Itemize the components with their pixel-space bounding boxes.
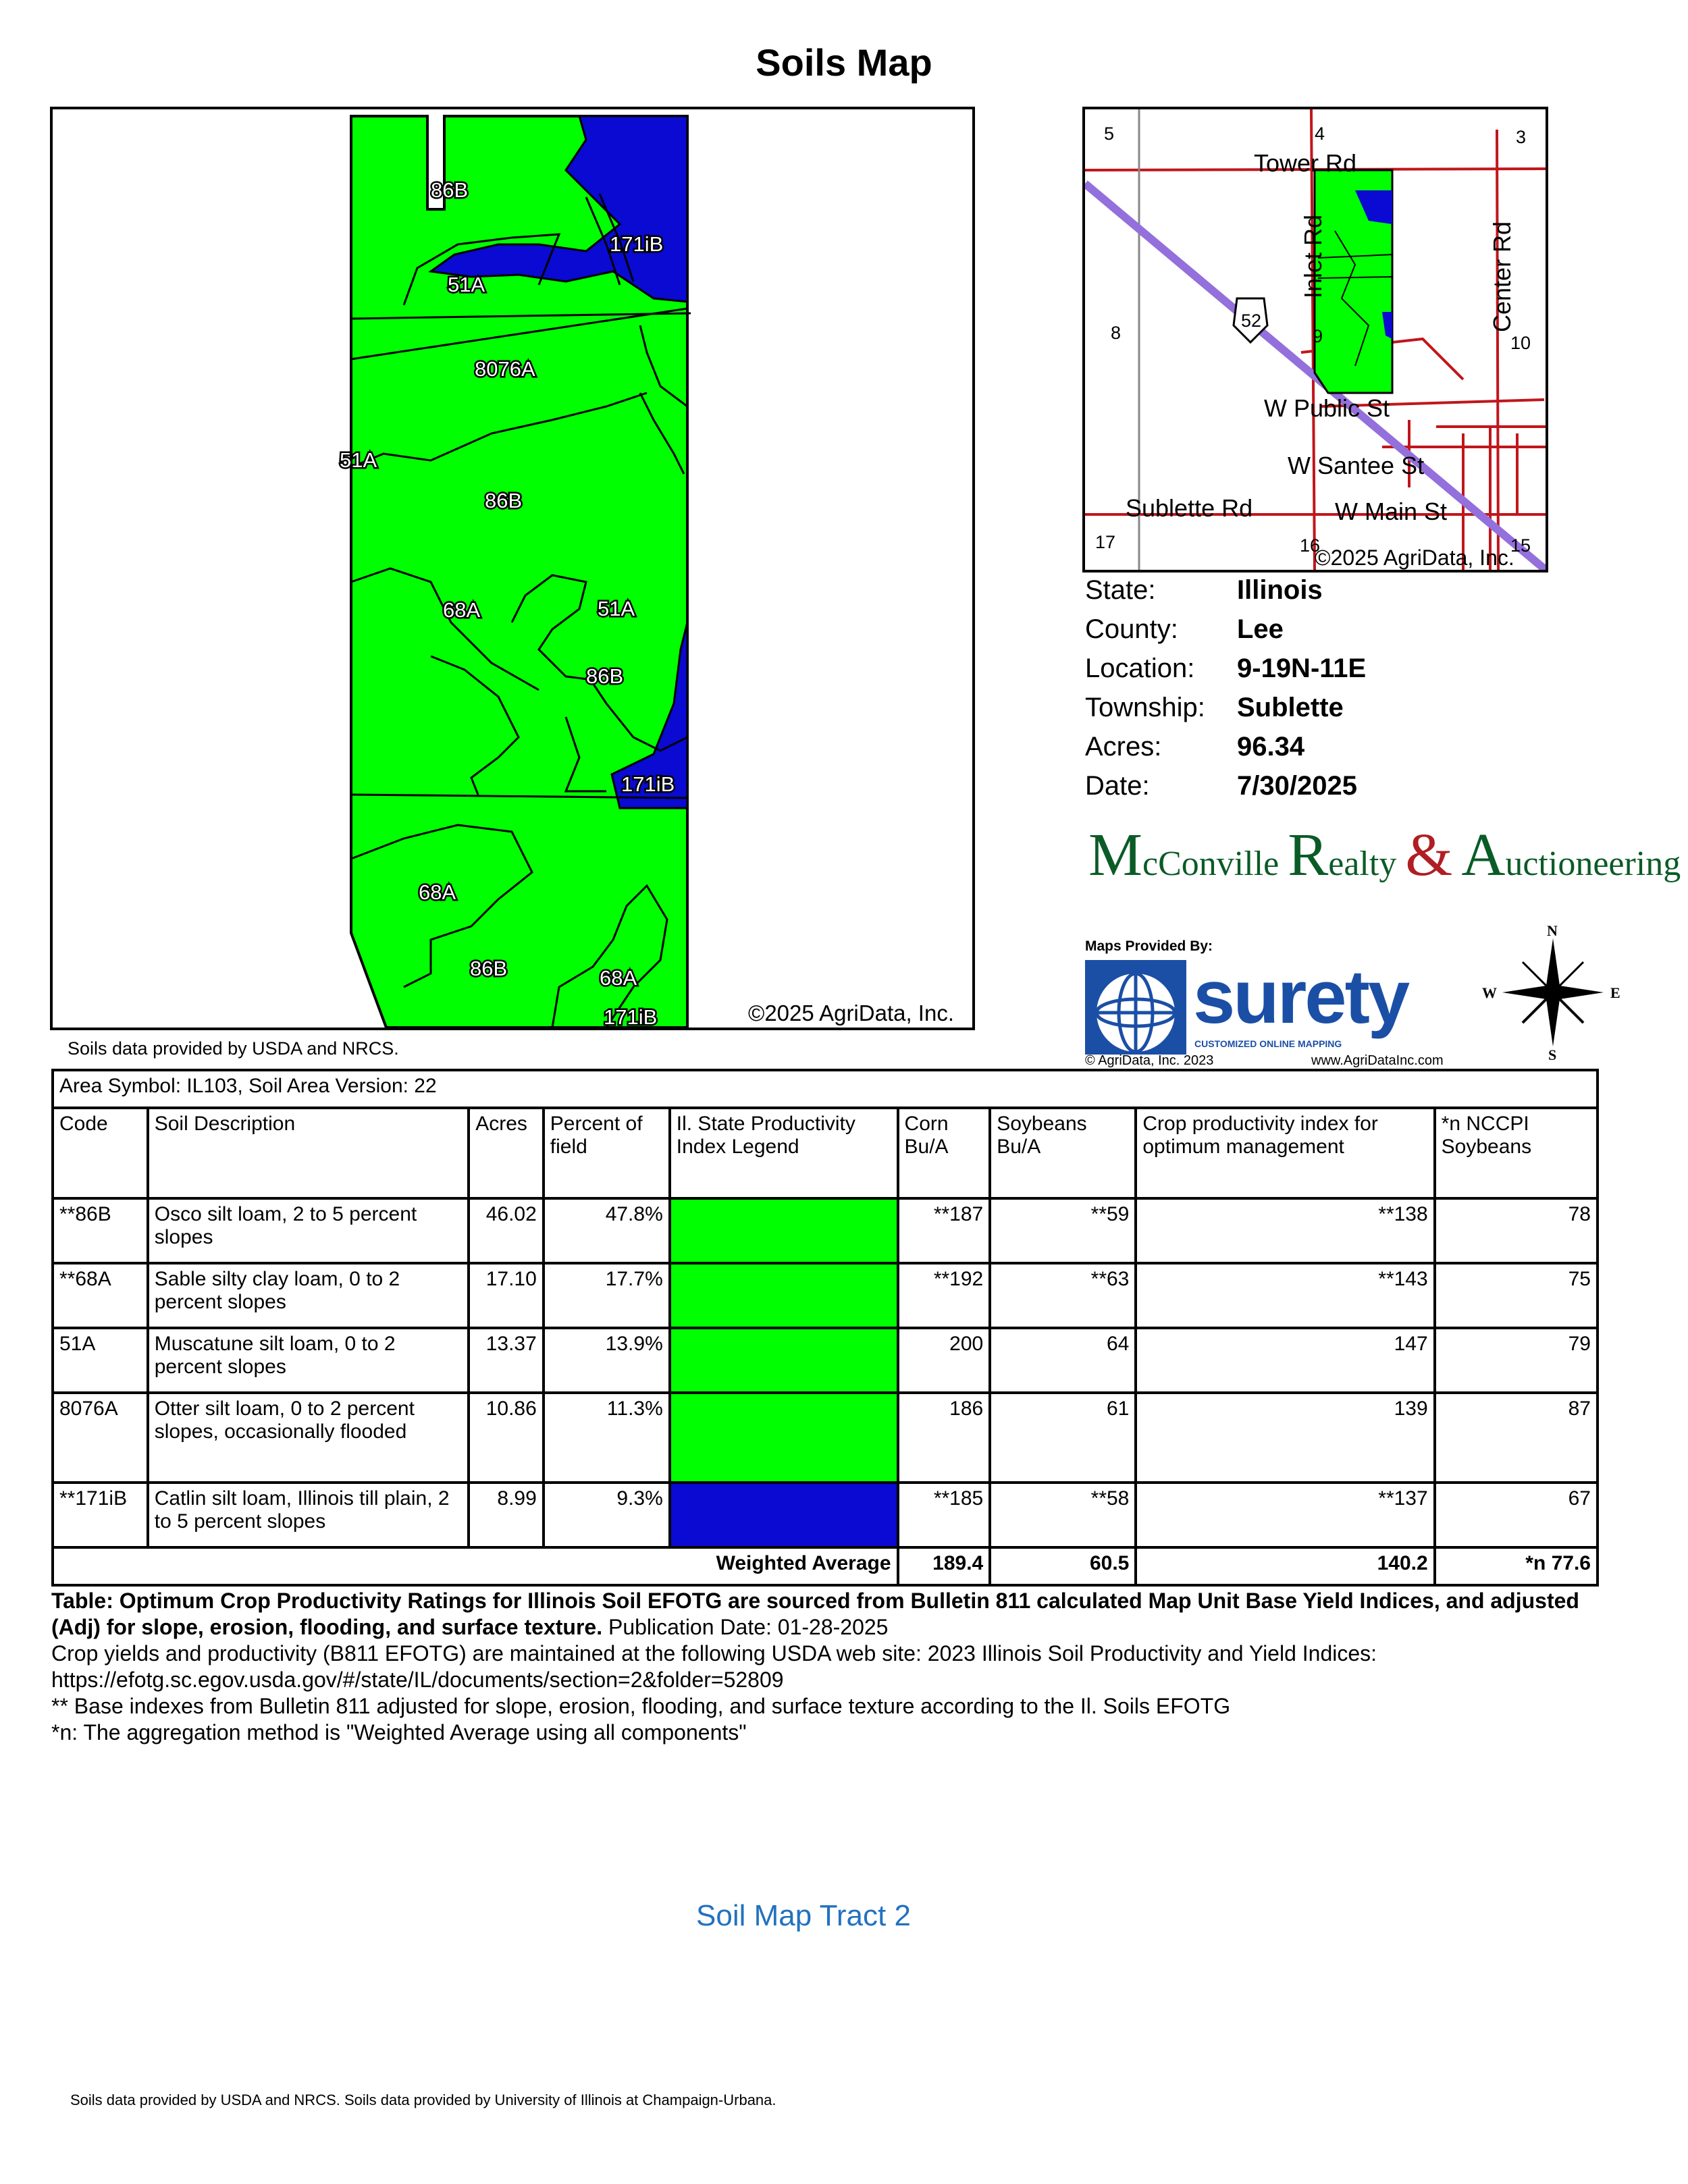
weighted-average-label: Weighted Average — [53, 1547, 898, 1585]
soils-map[interactable] — [50, 107, 975, 1030]
cell-description: Otter silt loam, 0 to 2 percent slopes, occasionally flooded — [148, 1393, 469, 1483]
cell-legend — [670, 1198, 898, 1263]
weighted-corn: 189.4 — [898, 1547, 991, 1585]
surety-website[interactable]: www.AgriDataInc.com — [1311, 1053, 1444, 1068]
cell-nccpi: 78 — [1435, 1198, 1598, 1263]
logo-text: A — [1461, 822, 1506, 888]
road-label-tower: Tower Rd — [1254, 149, 1357, 177]
notes-source-bold: Table: Optimum Crop Productivity Ratings for Illinois Soil EFOTG are sourced from Bulletin 811 calculated Map Unit Base Yield Indices, and adjusted (Adj) for slope, erosion, flooding, and surface texture. — [51, 1589, 1579, 1639]
road-label-public: W Public St — [1264, 394, 1390, 422]
surety-logo — [1085, 938, 1463, 1068]
cell-description: Muscatune silt loam, 0 to 2 percent slopes — [148, 1328, 469, 1393]
table-row — [53, 1198, 1598, 1263]
info-row-state — [1085, 570, 1366, 610]
notes-line: ** Base indexes from Bulletin 811 adjusted for slope, erosion, flooding, and surface texture according to the Il. Soils EFOTG — [51, 1694, 1231, 1718]
logo-text — [1396, 845, 1405, 883]
table-row — [53, 1328, 1598, 1393]
map-data-credit: Soils data provided by USDA and NRCS. — [68, 1038, 399, 1059]
compass-rose-icon — [1475, 925, 1631, 1060]
cell-soybeans: 64 — [990, 1328, 1136, 1393]
footer-credit: Soils data provided by USDA and NRCS. Soils data provided by University of Illinois at Champaign-Urbana. — [70, 2092, 776, 2108]
notes-line: Crop yields and productivity (B811 EFOTG) are maintained at the following USDA web site: 2023 Illinois Soil Productivity and Yield Indices: — [51, 1641, 1377, 1666]
section-number: 17 — [1095, 532, 1116, 552]
globe-icon — [1085, 960, 1186, 1055]
table-header-row — [53, 1108, 1598, 1198]
surety-copyright: © AgriData, Inc. 2023 — [1085, 1053, 1214, 1068]
section-number: 9 — [1313, 326, 1323, 346]
table-row — [53, 1393, 1598, 1483]
column-header: Soil Description — [148, 1108, 469, 1198]
cell-cpi: 139 — [1136, 1393, 1434, 1483]
map-copyright: ©2025 AgriData, Inc. — [748, 1001, 954, 1026]
cell-cpi: 147 — [1136, 1328, 1434, 1393]
cell-code: 8076A — [53, 1393, 148, 1483]
cell-corn: **187 — [898, 1198, 991, 1263]
road-label-santee: W Santee St — [1288, 452, 1425, 479]
map-label-51a: 51A — [340, 448, 377, 472]
column-header: Crop productivity index for optimum management — [1136, 1108, 1434, 1198]
column-header: *n NCCPI Soybeans — [1435, 1108, 1598, 1198]
cell-nccpi: 75 — [1435, 1263, 1598, 1328]
highway-number: 52 — [1241, 311, 1262, 331]
location-map-canvas — [1085, 109, 1546, 570]
logo-text: c — [1142, 845, 1159, 883]
cell-cpi: **143 — [1136, 1263, 1434, 1328]
cell-percent: 9.3% — [544, 1483, 670, 1547]
cell-soybeans: **59 — [990, 1198, 1136, 1263]
table-row — [53, 1483, 1598, 1547]
notes-url[interactable]: https://efotg.sc.egov.usda.gov/#/state/IL/documents/section=2&folder=52809 — [51, 1668, 784, 1692]
cell-soybeans: 61 — [990, 1393, 1136, 1483]
cell-soybeans: **58 — [990, 1483, 1136, 1547]
map-label-171ib: 171iB — [604, 1005, 658, 1028]
cell-acres: 46.02 — [469, 1198, 544, 1263]
map-label-86b: 86B — [431, 178, 469, 202]
cell-description: Osco silt loam, 2 to 5 percent slopes — [148, 1198, 469, 1263]
maps-provided-label: Maps Provided By: — [1085, 938, 1213, 954]
tract-title: Soil Map Tract 2 — [696, 1899, 911, 1932]
weighted-nccpi: *n 77.6 — [1435, 1547, 1598, 1585]
map-label-68a: 68A — [419, 880, 456, 904]
notes-source — [51, 1588, 1618, 1641]
info-label: Township: — [1085, 693, 1205, 722]
cell-legend — [670, 1393, 898, 1483]
location-map[interactable] — [1082, 107, 1548, 572]
cell-code: **68A — [53, 1263, 148, 1328]
legend-swatch — [671, 1329, 897, 1391]
column-header: Code — [53, 1108, 148, 1198]
cell-percent: 47.8% — [544, 1198, 670, 1263]
logo-text: M — [1088, 822, 1143, 888]
section-number: 10 — [1510, 333, 1531, 353]
legend-swatch — [671, 1484, 897, 1546]
cell-nccpi: 87 — [1435, 1393, 1598, 1483]
soils-map-canvas — [53, 109, 972, 1028]
map-label-68a: 68A — [600, 966, 637, 990]
map-label-86b: 86B — [586, 664, 624, 688]
legend-swatch — [671, 1200, 897, 1262]
map-label-171ib: 171iB — [610, 232, 664, 256]
info-label: Acres: — [1085, 732, 1162, 762]
area-symbol: Area Symbol: IL103, Soil Area Version: 22 — [53, 1070, 1598, 1108]
info-value: 7/30/2025 — [1237, 771, 1357, 801]
cell-description: Catlin silt loam, Illinois till plain, 2 to 5 percent slopes — [148, 1483, 469, 1547]
info-label: Date: — [1085, 771, 1150, 801]
compass-w: W — [1482, 984, 1497, 1001]
logo-text: ealty — [1328, 845, 1397, 883]
section-number: 8 — [1111, 323, 1122, 343]
column-header: Corn Bu/A — [898, 1108, 991, 1198]
info-label: Location: — [1085, 654, 1195, 683]
cell-corn: 200 — [898, 1328, 991, 1393]
property-info — [1085, 570, 1366, 805]
cell-cpi: **138 — [1136, 1198, 1434, 1263]
cell-code: **171iB — [53, 1483, 148, 1547]
section-number: 3 — [1516, 127, 1527, 147]
notes-publication-date: Publication Date: 01-28-2025 — [602, 1615, 889, 1639]
info-row-county — [1085, 610, 1366, 649]
info-value: Lee — [1237, 614, 1284, 644]
table-caption-row — [53, 1070, 1598, 1108]
weighted-average-row — [53, 1547, 1598, 1585]
logo-text — [1279, 845, 1288, 883]
notes-line: *n: The aggregation method is "Weighted Average using all components" — [51, 1720, 747, 1744]
cell-percent: 13.9% — [544, 1328, 670, 1393]
section-number: 5 — [1104, 124, 1115, 144]
info-row-township — [1085, 688, 1366, 727]
map-label-51a: 51A — [448, 273, 485, 296]
logo-text: Conville — [1158, 845, 1280, 883]
info-row-location — [1085, 649, 1366, 688]
column-header: Il. State Productivity Index Legend — [670, 1108, 898, 1198]
map-label-171ib: 171iB — [621, 772, 675, 796]
info-value: Sublette — [1237, 693, 1344, 722]
road-label-main: W Main St — [1335, 498, 1448, 525]
cell-acres: 10.86 — [469, 1393, 544, 1483]
cell-acres: 8.99 — [469, 1483, 544, 1547]
legend-swatch — [671, 1264, 897, 1327]
info-value: Illinois — [1237, 575, 1323, 605]
table-row — [53, 1263, 1598, 1328]
cell-soybeans: **63 — [990, 1263, 1136, 1328]
cell-legend — [670, 1263, 898, 1328]
map-label-86b: 86B — [485, 489, 523, 512]
info-label: State: — [1085, 575, 1156, 605]
cell-percent: 17.7% — [544, 1263, 670, 1328]
cell-acres: 17.10 — [469, 1263, 544, 1328]
map-label-51a: 51A — [598, 597, 635, 620]
map-label-68a: 68A — [443, 598, 481, 622]
compass-e: E — [1610, 984, 1620, 1001]
cell-cpi: **137 — [1136, 1483, 1434, 1547]
page-title: Soils Map — [756, 41, 932, 84]
section-number: 15 — [1510, 535, 1531, 556]
compass-n: N — [1547, 925, 1558, 939]
locator-copyright: ©2025 AgriData, Inc. — [1315, 545, 1514, 570]
logo-text: uctioneering — [1505, 845, 1681, 883]
map-label-8076a: 8076A — [475, 357, 535, 381]
logo-text — [1452, 845, 1461, 883]
soils-table — [51, 1069, 1599, 1587]
cell-legend — [670, 1483, 898, 1547]
table-notes — [51, 1588, 1618, 1746]
cell-legend — [670, 1328, 898, 1393]
weighted-soybeans: 60.5 — [990, 1547, 1136, 1585]
column-header: Soybeans Bu/A — [990, 1108, 1136, 1198]
section-number: 16 — [1300, 535, 1321, 556]
cell-corn: 186 — [898, 1393, 991, 1483]
cell-acres: 13.37 — [469, 1328, 544, 1393]
info-label: County: — [1085, 614, 1178, 644]
column-header: Percent of field — [544, 1108, 670, 1198]
road-label-center: Center Rd — [1488, 221, 1516, 332]
cell-corn: **185 — [898, 1483, 991, 1547]
road-label-inlet: Inlet Rd — [1299, 214, 1327, 298]
map-label-86b: 86B — [470, 957, 508, 980]
section-number: 4 — [1315, 124, 1325, 144]
compass-s: S — [1548, 1046, 1557, 1060]
info-row-acres — [1085, 727, 1366, 766]
cell-description: Sable silty clay loam, 0 to 2 percent slopes — [148, 1263, 469, 1328]
info-value: 96.34 — [1237, 732, 1305, 762]
column-header: Acres — [469, 1108, 544, 1198]
cell-corn: **192 — [898, 1263, 991, 1328]
road-label-sublette: Sublette Rd — [1126, 494, 1253, 522]
weighted-cpi: 140.2 — [1136, 1547, 1434, 1585]
cell-code: 51A — [53, 1328, 148, 1393]
legend-swatch — [671, 1394, 897, 1481]
cell-percent: 11.3% — [544, 1393, 670, 1483]
surety-tagline: CUSTOMIZED ONLINE MAPPING — [1194, 1038, 1342, 1049]
mcconville-logo — [1088, 820, 1681, 888]
info-row-date — [1085, 766, 1366, 805]
surety-wordmark: surety — [1193, 955, 1408, 1039]
cell-code: **86B — [53, 1198, 148, 1263]
logo-text: & — [1405, 822, 1453, 888]
cell-nccpi: 79 — [1435, 1328, 1598, 1393]
info-value: 9-19N-11E — [1237, 654, 1367, 683]
logo-text: R — [1288, 822, 1329, 888]
cell-nccpi: 67 — [1435, 1483, 1598, 1547]
